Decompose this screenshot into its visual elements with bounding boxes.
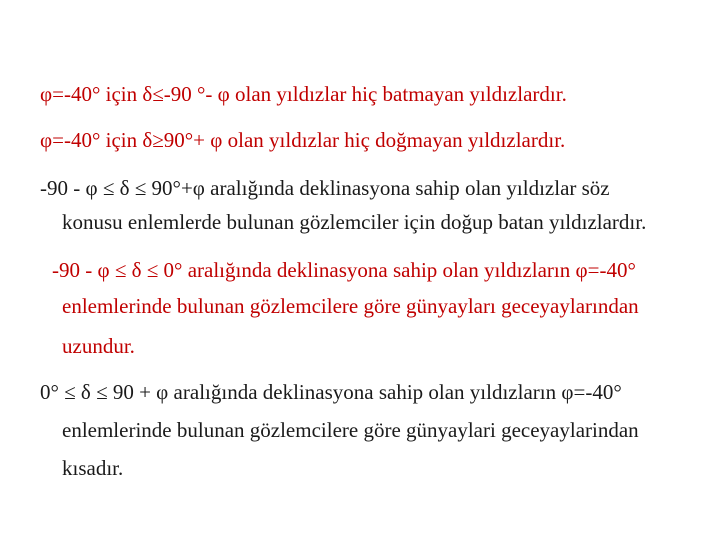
paragraph-p3-line-2: konusu enlemlerde bulunan gözlemciler için doğup batan yıldızlardır. bbox=[62, 210, 647, 234]
paragraph-p5-line-2: enlemlerinde bulunan gözlemcilere göre günyaylari geceyaylarindan bbox=[62, 418, 639, 442]
paragraph-p3-line-1: -90 - φ ≤ δ ≤ 90°+φ aralığında deklinasyona sahip olan yıldızlar söz bbox=[40, 176, 610, 200]
paragraph-p2-line-1: φ=-40° için δ≥90°+ φ olan yıldızlar hiç doğmayan yıldızlardır. bbox=[40, 128, 566, 152]
paragraph-p4-line-3: uzundur. bbox=[62, 334, 135, 358]
paragraph-p4-line-1: -90 - φ ≤ δ ≤ 0° aralığında deklinasyona sahip olan yıldızların φ=-40° bbox=[52, 258, 636, 282]
paragraph-p4-line-2: enlemlerinde bulunan gözlemcilere göre günyayları geceyaylarından bbox=[62, 294, 639, 318]
paragraph-p5-line-3: kısadır. bbox=[62, 456, 124, 480]
paragraph-p5-line-1: 0° ≤ δ ≤ 90 + φ aralığında deklinasyona sahip olan yıldızların φ=-40° bbox=[40, 380, 622, 404]
paragraph-p1-line-1: φ=-40° için δ≤-90 °- φ olan yıldızlar hiç batmayan yıldızlardır. bbox=[40, 82, 567, 106]
